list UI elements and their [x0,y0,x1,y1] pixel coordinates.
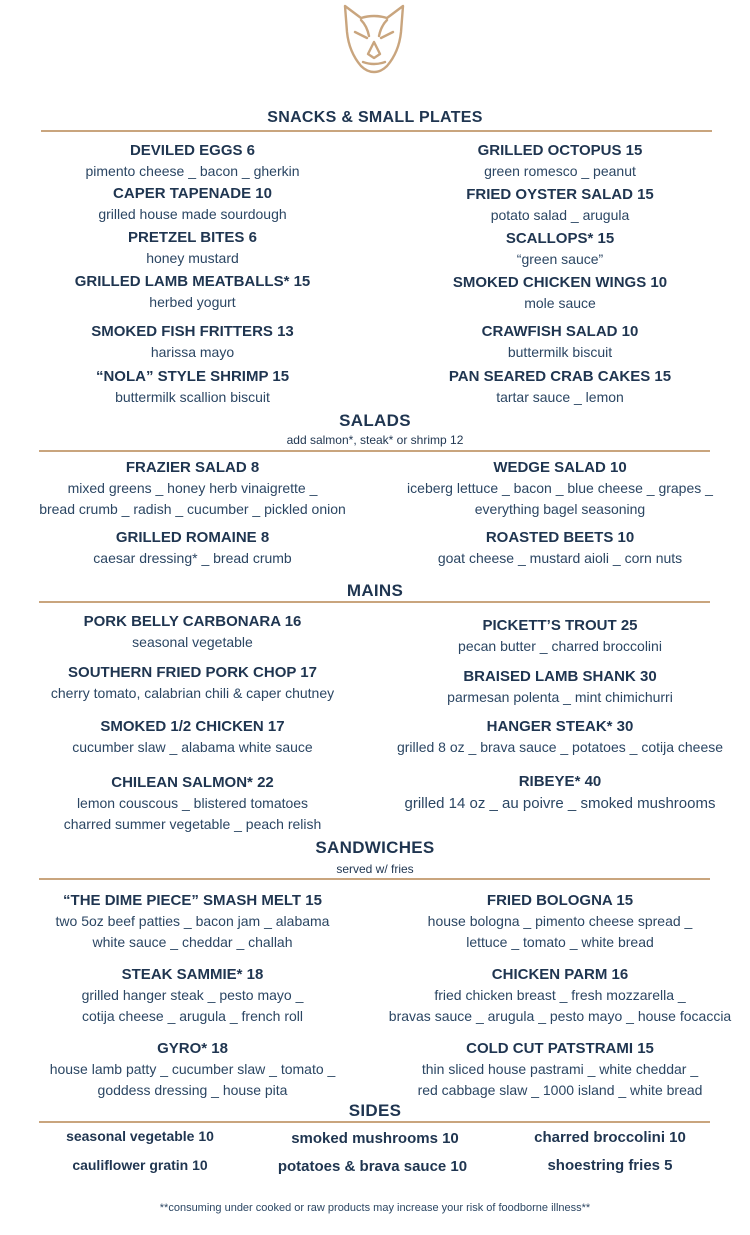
item-name: GYRO* 18 [157,1040,228,1057]
menu-item [380,717,740,758]
section-title-sandwiches: SANDWICHES [315,838,435,857]
menu-item [10,367,375,408]
section-subtitle: add salmon*, steak* or shrimp 12 [286,433,464,447]
item-name: GRILLED OCTOPUS 15 [477,142,643,159]
item-name: BRAISED LAMB SHANK 30 [463,668,657,685]
item-description: grilled hanger steak _ pesto mayo _ [81,987,304,1003]
menu-item [10,458,375,520]
item-name: SMOKED FISH FRITTERS 13 [91,323,294,340]
item-name: ROASTED BEETS 10 [485,529,635,546]
item-description: lettuce _ tomato _ white bread [466,934,654,950]
item-description: pimento cheese _ bacon _ gherkin [85,163,300,179]
item-name: PORK BELLY CARBONARA 16 [83,613,302,630]
cat-head-logo-icon [341,2,407,74]
section-divider [39,878,710,880]
item-description: bread crumb _ radish _ cucumber _ pickled onion [39,501,346,517]
item-description: white sauce _ cheddar _ challah [92,934,293,950]
menu-item [10,891,375,953]
item-name: “THE DIME PIECE” SMASH MELT 15 [63,892,322,909]
item-description: buttermilk scallion biscuit [115,389,270,405]
side-item: smoked mushrooms 10 [291,1130,459,1147]
menu-item [10,717,375,758]
footer-disclaimer: **consuming under cooked or raw products may increase your risk of foodborne illness** [159,1202,591,1214]
item-name: HANGER STEAK* 30 [486,718,634,735]
menu-item [10,528,375,569]
item-name: FRIED BOLOGNA 15 [486,892,634,909]
section-subtitle: served w/ fries [336,862,414,876]
item-description: fried chicken breast _ fresh mozzarella _ [434,987,686,1003]
item-name: PAN SEARED CRAB CAKES 15 [448,368,672,385]
item-description: lemon couscous _ blistered tomatoes [76,795,309,811]
section-title-mains: MAINS [346,581,404,600]
section-title-sides: SIDES [348,1101,402,1120]
item-name: GRILLED ROMAINE 8 [115,529,270,546]
item-description: cotija cheese _ arugula _ french roll [81,1008,304,1024]
item-description: mixed greens _ honey herb vinaigrette _ [67,480,318,496]
item-name: COLD CUT PATSTRAMI 15 [466,1040,654,1057]
item-description: iceberg lettuce _ bacon _ blue cheese _ grapes _ [407,480,713,496]
item-description: caesar dressing* _ bread crumb [93,550,292,566]
section-divider [39,450,710,452]
menu-item [380,667,740,708]
item-description: goddess dressing _ house pita [97,1082,288,1098]
section-divider [39,1121,710,1123]
item-description: red cabbage slaw _ 1000 island _ white bread [417,1082,703,1098]
menu-item [10,272,375,313]
item-description: potato salad _ arugula [490,207,630,223]
section-divider [39,601,710,603]
item-description: cherry tomato, calabrian chili & caper chutney [50,685,335,701]
menu-item [10,965,375,1027]
menu-item [380,772,740,816]
item-name: SCALLOPS* 15 [505,230,615,247]
item-name: SMOKED 1/2 CHICKEN 17 [100,718,285,735]
item-description: grilled house made sourdough [98,206,287,222]
side-item: potatoes & brava sauce 10 [277,1158,468,1175]
menu-item [10,663,375,704]
item-name: WEDGE SALAD 10 [493,459,627,476]
item-name: PICKETT’S TROUT 25 [482,617,638,634]
menu-item [380,185,740,226]
item-description: house lamb patty _ cucumber slaw _ tomato _ [49,1061,336,1077]
section-title-salads: SALADS [339,411,411,430]
menu-item [10,1039,375,1101]
menu-item [380,141,740,182]
menu-item [10,322,375,363]
menu-item [380,528,740,569]
menu-item [380,273,740,314]
item-description: mole sauce [524,295,596,311]
item-name: RIBEYE* 40 [518,773,602,790]
item-name: CHICKEN PARM 16 [491,966,629,983]
item-description: thin sliced house pastrami _ white cheddar _ [421,1061,699,1077]
item-description: herbed yogurt [149,294,236,310]
side-item: charred broccolini 10 [534,1129,686,1146]
item-name: GRILLED LAMB MEATBALLS* 15 [74,273,311,290]
menu-item [10,773,375,835]
menu-item [10,141,375,182]
item-description: goat cheese _ mustard aioli _ corn nuts [437,550,683,566]
item-description: house bologna _ pimento cheese spread _ [427,913,693,929]
side-item: cauliflower gratin 10 [72,1157,208,1173]
section-title-snacks: SNACKS & SMALL PLATES [267,109,483,126]
item-name: CHILEAN SALMON* 22 [111,774,274,791]
item-description: buttermilk biscuit [507,344,613,360]
item-description: seasonal vegetable [132,634,253,650]
item-description: charred summer vegetable _ peach relish [63,816,322,832]
menu-item [10,228,375,269]
menu-item [380,616,740,657]
menu-item [380,322,740,363]
item-description: grilled 14 oz _ au poivre _ smoked mushrooms [404,795,716,812]
menu-item [10,184,375,225]
item-description: pecan butter _ charred broccolini [458,638,662,654]
item-name: CAPER TAPENADE 10 [113,185,272,202]
menu-item [380,367,740,408]
item-description: green romesco _ peanut [484,163,636,179]
item-description: two 5oz beef patties _ bacon jam _ alabama [55,913,330,929]
side-item: seasonal vegetable 10 [66,1128,214,1144]
item-name: SMOKED CHICKEN WINGS 10 [452,274,668,291]
item-name: FRIED OYSTER SALAD 15 [466,186,654,203]
item-name: STEAK SAMMIE* 18 [121,966,264,983]
item-description: grilled 8 oz _ brava sauce _ potatoes _ cotija cheese [396,739,724,755]
side-item: shoestring fries 5 [547,1157,673,1174]
item-description: parmesan polenta _ mint chimichurri [447,689,673,705]
item-description: “green sauce” [516,251,604,267]
section-divider [41,130,712,132]
item-description: everything bagel seasoning [474,501,646,517]
menu-item [380,1039,740,1101]
menu-item [380,229,740,270]
item-name: “NOLA” STYLE SHRIMP 15 [95,368,290,385]
item-description: bravas sauce _ arugula _ pesto mayo _ house focaccia [388,1008,732,1024]
item-name: DEVILED EGGS 6 [129,142,256,159]
item-name: PRETZEL BITES 6 [128,229,257,246]
menu-item [10,612,375,653]
menu-item [380,965,740,1027]
item-description: tartar sauce _ lemon [496,389,624,405]
item-name: SOUTHERN FRIED PORK CHOP 17 [68,664,317,681]
item-name: FRAZIER SALAD 8 [125,459,260,476]
item-description: harissa mayo [150,344,235,360]
menu-item [380,458,740,520]
item-description: cucumber slaw _ alabama white sauce [72,739,313,755]
menu-item [380,891,740,953]
item-name: CRAWFISH SALAD 10 [481,323,639,340]
item-description: honey mustard [146,250,239,266]
